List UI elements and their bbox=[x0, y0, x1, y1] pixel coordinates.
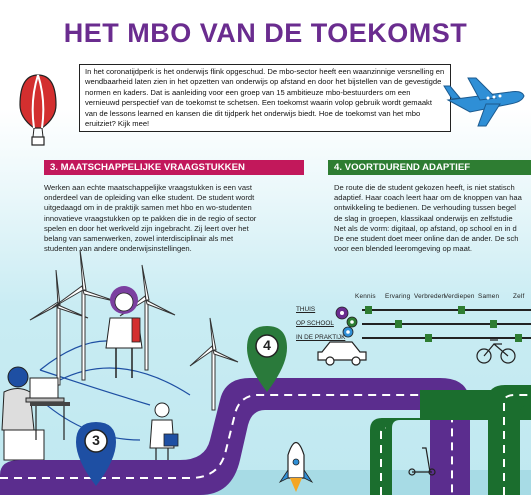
control-col-label: Samen bbox=[478, 293, 500, 300]
section-3-line: studenten van andere onderwijsinstellingen. bbox=[44, 244, 192, 254]
section-4-line: de slag in groepen, klassikaal onderwijs en zelfstudie bbox=[334, 213, 513, 223]
section-4-line: ontwikkeling te bedienen. De verhouding tussen begel bbox=[334, 203, 516, 213]
section-3-line: spelen en door het werkveld zijn ingebracht. Zij leert over het bbox=[44, 223, 249, 233]
control-col-label: Ervaring bbox=[385, 293, 411, 300]
section-3-line: innovatieve vraagstukken op te pakken die in de regio of sector bbox=[44, 213, 257, 223]
section-4-line: De ene student doet meer online dan de ander. De sch bbox=[334, 234, 519, 244]
control-row-label: OP SCHOOL bbox=[296, 320, 334, 327]
section-4-line: voor een blended leeromgeving op maat. bbox=[334, 244, 473, 254]
laptop-icon bbox=[26, 378, 64, 402]
section-3-line: onderdeel van de opleiding van elke student. De student wordt bbox=[44, 193, 255, 203]
section-3-line: Werken aan echte maatschappelijke vraagstukken is een vast bbox=[44, 183, 252, 192]
section-4-heading: 4. VOORTDUREND ADAPTIEF bbox=[328, 160, 531, 175]
control-col-label: Verdiepen bbox=[444, 293, 475, 300]
marker-3-number: 3 bbox=[92, 432, 100, 448]
intro-text: In het coronatijdperk is het onderwijs flink opgeschud. De mbo-sector heeft een waanzinnige versnelling en wendbaarheid laten zien in het opzetten van onderwijs op afstand en door het bijstellen van de gevestigde normen en kaders. Dat is aanleiding voor een groep van 15 ambitieuze mbo-bestuurders om een vernieuwd perspectief van de toekomst te schetsen. Een toekomst waarin volop gebruik wordt gemaakt van de lessons learned en kansen die dit tijdperk het onderwijs biedt. Hoe de toekomst van het mbo eruitziet? Kijk mee! bbox=[85, 67, 445, 129]
section-3-line: uitgedaagd om in de praktijk samen met hbo en wo-studenten bbox=[44, 203, 252, 213]
control-col-label: Kennis bbox=[355, 293, 376, 300]
section-4-line: Net als de vorm: digitaal, op afstand, op school en in d bbox=[334, 223, 517, 233]
gear-icon bbox=[336, 307, 357, 337]
control-col-label: Zelf bbox=[513, 293, 525, 300]
section-4-line: adaptief. Haar coach leert haar om de knoppen van haa bbox=[334, 193, 522, 203]
student-illustration bbox=[106, 286, 142, 378]
section-4-line: De route die de student gekozen heeft, is niet statisch bbox=[334, 183, 515, 192]
hot-air-balloon-icon bbox=[20, 75, 56, 145]
control-col-label: Verbreden bbox=[414, 293, 446, 300]
marker-4-number: 4 bbox=[263, 337, 271, 353]
page-title: HET MBO VAN DE TOEKOMST bbox=[63, 18, 468, 48]
airplane-icon bbox=[444, 78, 524, 126]
control-row-label: THUIS bbox=[296, 306, 316, 313]
control-sliders bbox=[362, 306, 531, 342]
control-row-label: IN DE PRAKTIJK bbox=[296, 334, 346, 341]
section-3-heading: 3. MAATSCHAPPELIJKE VRAAGSTUKKEN bbox=[44, 160, 304, 175]
car-icon bbox=[318, 342, 366, 365]
section-3-line: belang van samenwerken, zowel interdisciplinair als met bbox=[44, 234, 234, 244]
bicycle-icon bbox=[477, 340, 515, 363]
